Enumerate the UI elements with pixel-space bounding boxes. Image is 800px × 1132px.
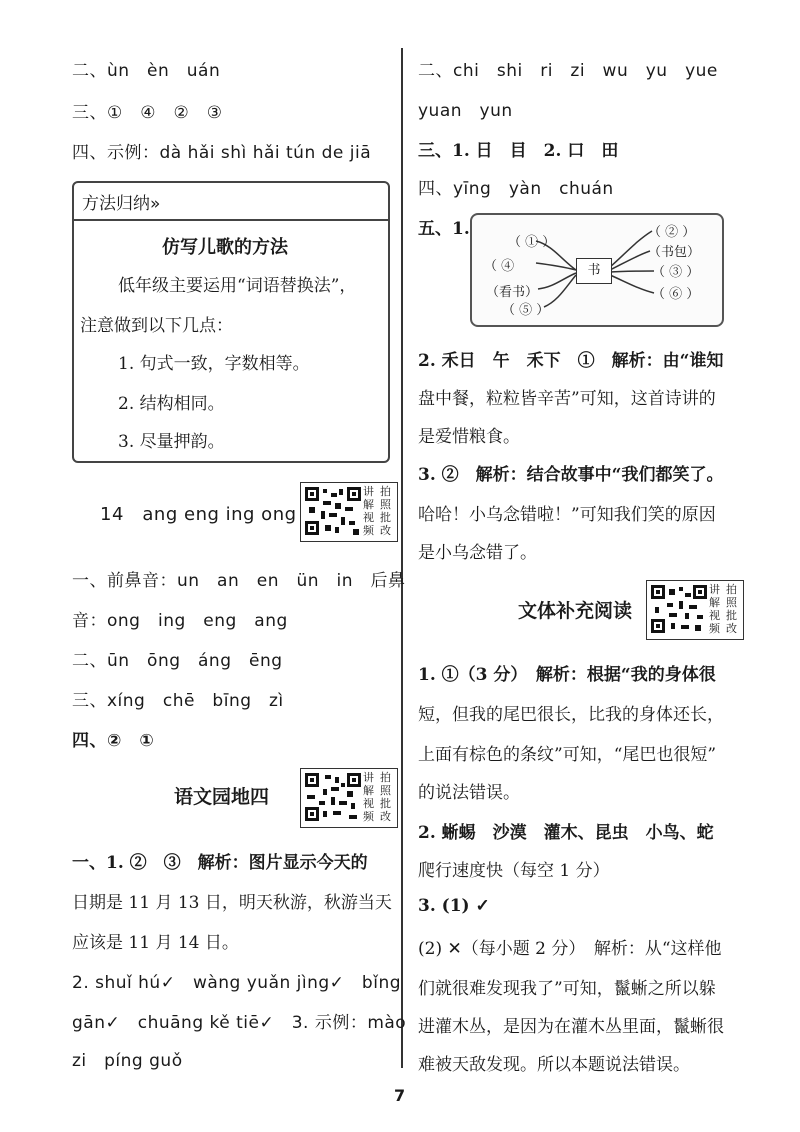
- qr-label: 讲: [709, 583, 720, 596]
- answer-line: 们就很难发现我了”可知，鬣蜥之所以躲: [418, 979, 716, 999]
- qr-code-icon: [305, 487, 361, 535]
- mind-map-node: （ ① ）: [508, 235, 556, 250]
- answer-line: 3. (1) ✓: [418, 896, 490, 916]
- mind-map: [470, 213, 724, 327]
- answer-line: 二、ùn èn uán: [72, 61, 221, 81]
- method-box-rule: [74, 219, 388, 221]
- answer-line: 3. ② 解析：结合故事中“我们都笑了。: [418, 465, 724, 485]
- answer-line: 一、前鼻音：un an en ün in 后鼻: [72, 571, 406, 591]
- qr-label: 视: [363, 797, 374, 810]
- answer-line: 1. ①（3 分） 解析：根据“我的身体很: [418, 665, 716, 685]
- qr-label: 批: [380, 511, 391, 524]
- method-box-header: 方法归纳»: [82, 194, 161, 214]
- mind-map-node: （书包）: [648, 245, 701, 260]
- section-title: 14 ang eng ing ong: [100, 504, 297, 525]
- qr-label: 频: [363, 524, 374, 537]
- method-box-title: 仿写儿歌的方法: [162, 237, 288, 258]
- qr-label: 照: [726, 596, 737, 609]
- qr-label: 照: [380, 784, 391, 797]
- answer-line: yuan yun: [418, 101, 513, 121]
- column-divider: [401, 48, 403, 1068]
- answer-line: 上面有棕色的条纹”可知，“尾巴也很短”: [418, 745, 717, 765]
- answer-line: gān✓ chuāng kě tiē✓ 3. 示例：mào: [72, 1013, 407, 1033]
- answer-line: 三、① ④ ② ③: [72, 103, 223, 123]
- method-box-item: 2. 结构相同。: [118, 394, 225, 414]
- qr-label: 视: [709, 609, 720, 622]
- qr-label: 解: [363, 784, 374, 797]
- answer-line: 盘中餐，粒粒皆辛苦”可知，这首诗讲的: [418, 389, 716, 409]
- mind-map-node: （ ② ）: [648, 225, 696, 240]
- answer-line: 四、yīng yàn chuán: [418, 179, 614, 199]
- answer-line: (2) ✕（每小题 2 分） 解析：从“这样他: [418, 939, 722, 959]
- method-box-paragraph: 注意做到以下几点：: [80, 316, 233, 336]
- answer-line: 二、chi shi ri zi wu yu yue: [418, 61, 718, 81]
- method-box-item: 3. 尽量押韵。: [118, 432, 225, 452]
- answer-line: zi píng guǒ: [72, 1051, 183, 1071]
- mind-map-center: 书: [576, 258, 612, 284]
- answer-line: 五、1.: [418, 219, 470, 239]
- answer-line: 二、ūn ōng áng ēng: [72, 651, 283, 671]
- answer-line: 进灌木丛，是因为在灌木丛里面，鬣蜥很: [418, 1017, 724, 1037]
- qr-label: 拍: [726, 583, 737, 596]
- mind-map-node: （ ③ ）: [652, 265, 700, 280]
- mind-map-node: （ ④: [484, 259, 515, 274]
- answer-line: 四、示例：dà hǎi shì hǎi tún de jiā: [72, 143, 372, 163]
- qr-label: 讲: [363, 485, 374, 498]
- qr-label: 改: [380, 810, 391, 823]
- mind-map-node: （看书）: [486, 285, 539, 300]
- qr-code[interactable]: [300, 768, 398, 828]
- qr-label: 批: [380, 797, 391, 810]
- method-box-paragraph: 低年级主要运用“词语替换法”，: [118, 276, 357, 296]
- method-summary-box: [72, 181, 390, 463]
- qr-label: 解: [709, 596, 720, 609]
- answer-line: 哈哈！小乌念错啦！”可知我们笑的原因: [418, 505, 716, 525]
- qr-code[interactable]: [300, 482, 398, 542]
- answer-line: 日期是 11 月 13 日，明天秋游，秋游当天: [72, 893, 392, 913]
- answer-line: 2. 蜥蜴 沙漠 灌木、昆虫 小鸟、蛇: [418, 823, 714, 843]
- qr-label: 改: [380, 524, 391, 537]
- qr-label: 解: [363, 498, 374, 511]
- qr-label: 批: [726, 609, 737, 622]
- qr-label: 视: [363, 511, 374, 524]
- answer-line: 2. shuǐ hú✓ wàng yuǎn jìng✓ bǐng: [72, 973, 402, 993]
- answer-line: 2. 禾日 午 禾下 ① 解析：由“谁知: [418, 351, 724, 371]
- qr-label: 频: [363, 810, 374, 823]
- answer-line: 一、1. ② ③ 解析：图片显示今天的: [72, 853, 368, 873]
- answer-line: 是爱惜粮食。: [418, 427, 520, 447]
- qr-code[interactable]: [646, 580, 744, 640]
- answer-line: 三、xíng chē bīng zì: [72, 691, 284, 711]
- qr-label: 拍: [380, 485, 391, 498]
- answer-line: 的说法错误。: [418, 783, 520, 803]
- qr-label: 改: [726, 622, 737, 635]
- page-number: 7: [394, 1086, 406, 1105]
- method-box-item: 1. 句式一致，字数相等。: [118, 354, 310, 374]
- answer-line: 是小乌念错了。: [418, 543, 537, 563]
- answer-line: 短，但我的尾巴很长，比我的身体还长，: [418, 705, 724, 725]
- mind-map-node: （ ⑥ ）: [652, 287, 700, 302]
- mind-map-node: （ ⑤ ）: [502, 303, 550, 318]
- answer-line: 四、② ①: [72, 731, 155, 751]
- qr-label: 照: [380, 498, 391, 511]
- answer-line: 爬行速度快（每空 1 分）: [418, 861, 610, 881]
- qr-label: 讲: [363, 771, 374, 784]
- qr-code-icon: [651, 585, 707, 633]
- qr-label: 频: [709, 622, 720, 635]
- answer-line: 三、1. 日 目 2. 口 田: [418, 141, 619, 161]
- section-title: 语文园地四: [174, 786, 270, 808]
- section-title: 文体补充阅读: [518, 600, 633, 622]
- answer-line: 难被天敌发现。所以本题说法错误。: [418, 1055, 690, 1075]
- answer-line: 应该是 11 月 14 日。: [72, 933, 239, 953]
- answer-line: 音：ong ing eng ang: [72, 611, 288, 631]
- qr-code-icon: [305, 773, 361, 821]
- qr-label: 拍: [380, 771, 391, 784]
